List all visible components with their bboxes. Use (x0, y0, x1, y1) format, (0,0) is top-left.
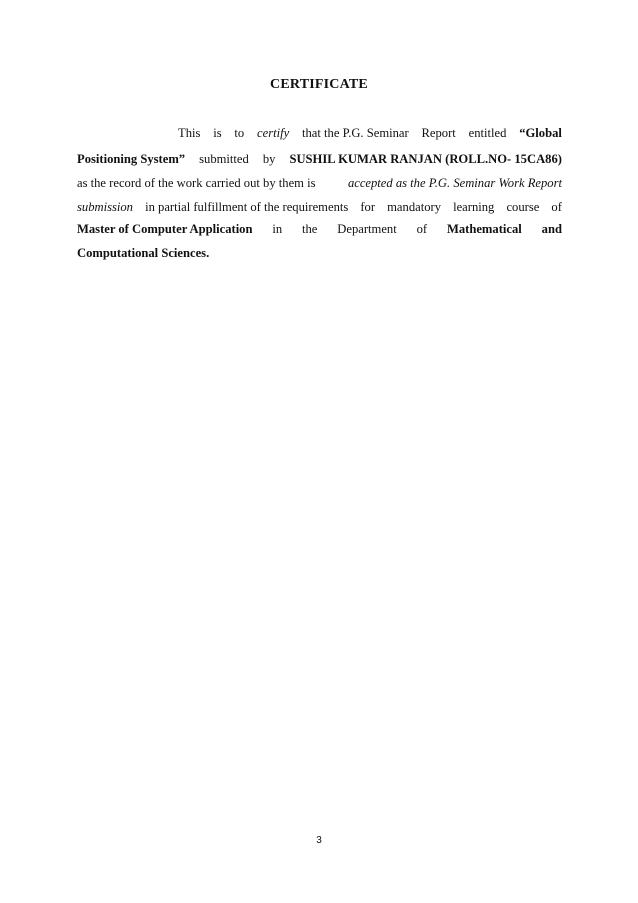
paragraph-line-2 (77, 152, 562, 167)
text-run: for (360, 200, 376, 214)
paragraph-line-3 (77, 176, 562, 191)
text-run-italic: accepted as the P.G. Seminar Work Report (347, 176, 562, 190)
text-run: Report (421, 126, 456, 140)
text-run: Department (337, 222, 397, 236)
text-run-bold: “Global (519, 126, 562, 140)
text-run-italic: submission (77, 200, 133, 214)
text-run: that the P.G. Seminar (302, 126, 409, 140)
paragraph-line-6 (77, 246, 562, 261)
department-name-end: Computational Sciences. (77, 246, 210, 260)
text-run: submitted (199, 152, 249, 166)
text-run: This (178, 126, 201, 140)
paragraph-line-4 (77, 200, 562, 215)
page-title: CERTIFICATE (270, 77, 368, 92)
text-run: of (416, 222, 428, 236)
text-run: of (551, 200, 562, 214)
text-run: entitled (468, 126, 507, 140)
text-run: as the record of the work carried out by them is (77, 176, 316, 190)
page-number: 3 (316, 835, 322, 846)
paragraph-line-5 (77, 222, 562, 237)
paragraph-line-1 (178, 126, 562, 141)
text-run: by (262, 152, 276, 166)
text-run: to (234, 126, 245, 140)
text-run: in partial fulfillment of the requirements (145, 200, 349, 214)
department-name: Mathematical (446, 222, 522, 236)
department-name: and (541, 222, 562, 236)
text-run: mandatory (387, 200, 441, 214)
course-name: Master of Computer Application (77, 222, 253, 236)
text-run: course (506, 200, 540, 214)
text-run: the (302, 222, 318, 236)
student-name: SUSHIL KUMAR RANJAN (ROLL.NO- 15CA86) (289, 152, 562, 166)
report-title-end: Positioning System” (77, 152, 186, 166)
text-run-italic: certify (257, 126, 290, 140)
text-run: in (272, 222, 283, 236)
text-run: learning (453, 200, 495, 214)
text-run: is (213, 126, 222, 140)
